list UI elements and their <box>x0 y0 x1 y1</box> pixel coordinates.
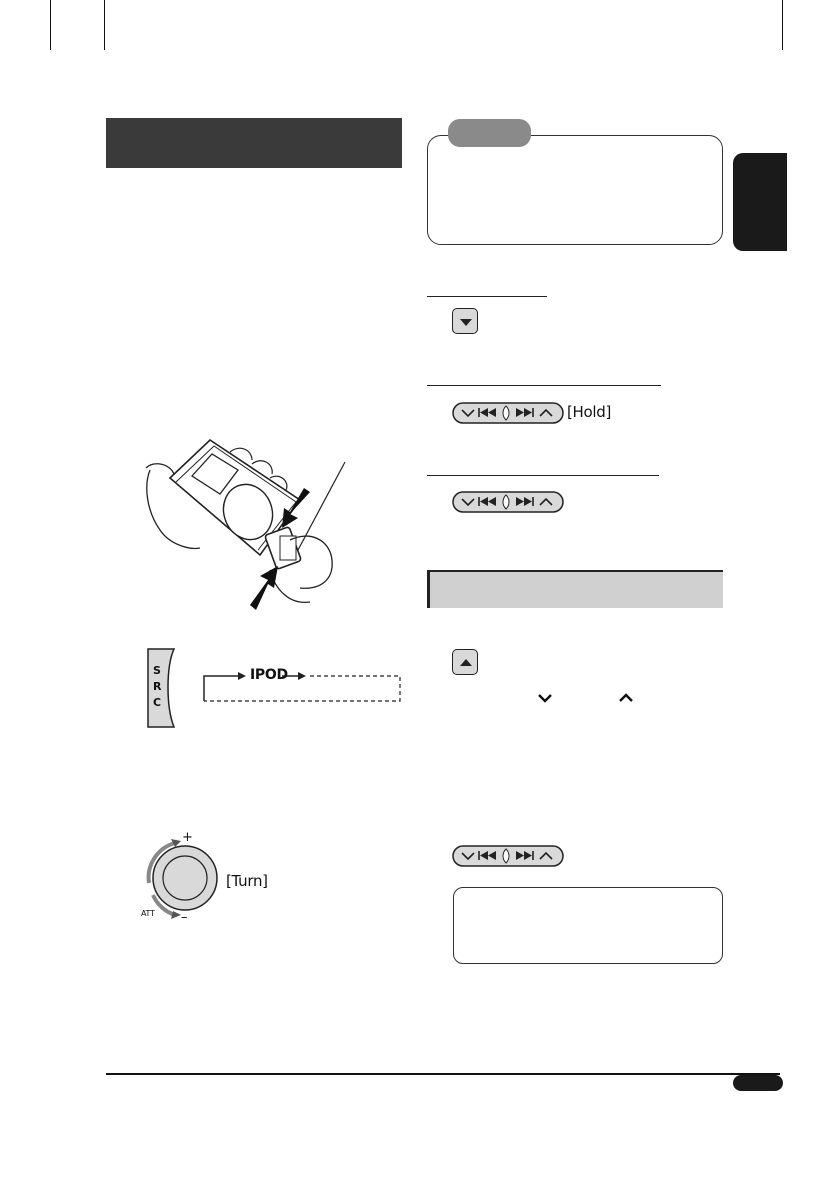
up-button[interactable] <box>452 649 478 675</box>
crop-mark-right-v <box>782 0 783 50</box>
section-bar <box>427 570 723 608</box>
up-arrow-icon <box>453 650 479 676</box>
crop-mark-left-v <box>104 0 105 50</box>
volume-minus: – <box>181 910 188 925</box>
ipod-connection-illustration <box>140 430 360 615</box>
language-tab <box>733 153 787 251</box>
power-att-label: ATT <box>141 909 155 918</box>
down-button[interactable] <box>452 308 478 334</box>
bottom-rule <box>106 1073 780 1075</box>
chevron-up-icon <box>617 692 635 704</box>
crop-mark-left-h <box>50 0 51 50</box>
hold-label: [Hold] <box>567 403 612 421</box>
page-number-pill <box>733 1075 783 1091</box>
volume-plus: + <box>182 830 193 845</box>
rule-2 <box>427 385 661 386</box>
info-box <box>453 887 723 964</box>
section-header-bar <box>106 118 402 168</box>
section-bar-topline <box>427 570 723 572</box>
turn-label: [Turn] <box>226 872 268 890</box>
src-letter-s: S <box>153 664 161 677</box>
src-button[interactable] <box>146 647 182 729</box>
caution-tab <box>448 119 531 147</box>
seek-button-hold[interactable] <box>452 402 564 424</box>
source-cycle-diagram <box>200 665 406 707</box>
rule-1 <box>427 296 547 297</box>
chevron-down-icon <box>536 692 554 704</box>
rule-3 <box>427 475 659 476</box>
src-letter-c: C <box>153 696 161 709</box>
caution-box <box>427 135 723 245</box>
seek-button[interactable] <box>452 491 564 513</box>
src-letter-r: R <box>153 680 162 693</box>
source-ipod-label: IPOD <box>250 667 288 683</box>
seek-button-lower[interactable] <box>452 845 564 867</box>
down-arrow-icon <box>453 309 479 335</box>
